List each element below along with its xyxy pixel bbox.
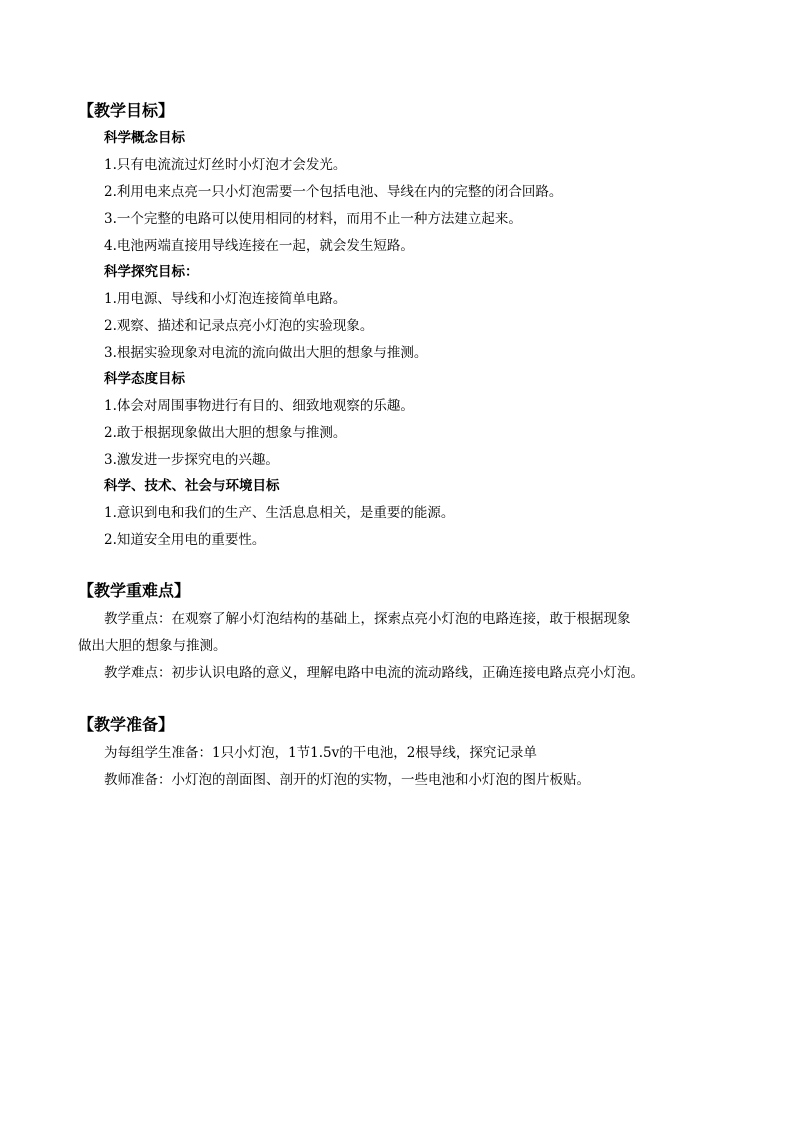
preparation-title: 【教学准备】 [78,715,175,734]
concept-goal-2: 2.利用电来点亮一只小灯泡需要一个包括电池、导线在内的完整的闭合回路。 [104,184,563,200]
key-points-title: 【教学重难点】 [78,581,191,600]
key-focus-line-1: 教学重点：在观察了解小灯泡结构的基础上，探索点亮小灯泡的电路连接，敢于根据现象 [104,611,631,627]
concept-goal-4: 4.电池两端直接用导线连接在一起，就会发生短路。 [104,238,414,254]
student-preparation: 为每组学生准备：1只小灯泡，1节1.5v的干电池，2根导线，探究记录单 [104,745,537,761]
attitude-goals-heading: 科学态度目标 [104,371,185,387]
key-difficulty: 教学难点：初步认识电路的意义，理解电路中电流的流动路线，正确连接电路点亮小灯泡。 [104,665,644,681]
concept-goal-3: 3.一个完整的电路可以使用相同的材料，而用不止一种方法建立起来。 [104,211,522,227]
inquiry-goal-1: 1.用电源、导线和小灯泡连接简单电路。 [104,291,347,307]
inquiry-goals-heading: 科学探究目标： [104,264,199,280]
attitude-goal-1: 1.体会对周围事物进行有目的、细致地观察的乐趣。 [104,398,414,414]
teacher-preparation: 教师准备：小灯泡的剖面图、剖开的灯泡的实物，一些电池和小灯泡的图片板贴。 [104,772,590,788]
stse-goals-heading: 科学、技术、社会与环境目标 [104,478,280,494]
inquiry-goal-3: 3.根据实验现象对电流的流向做出大胆的想象与推测。 [104,345,428,361]
attitude-goal-2: 2.敢于根据现象做出大胆的想象与推测。 [104,425,347,441]
concept-goal-1: 1.只有电流流过灯丝时小灯泡才会发光。 [104,157,347,173]
objectives-title: 【教学目标】 [78,101,175,120]
key-focus-line-2: 做出大胆的想象与推测。 [78,638,227,654]
stse-goal-2: 2.知道安全用电的重要性。 [104,532,266,548]
stse-goal-1: 1.意识到电和我们的生产、生活息息相关，是重要的能源。 [104,505,455,521]
concept-goals-heading: 科学概念目标 [104,130,185,146]
inquiry-goal-2: 2.观察、描述和记录点亮小灯泡的实验现象。 [104,318,374,334]
attitude-goal-3: 3.激发进一步探究电的兴趣。 [104,452,279,468]
